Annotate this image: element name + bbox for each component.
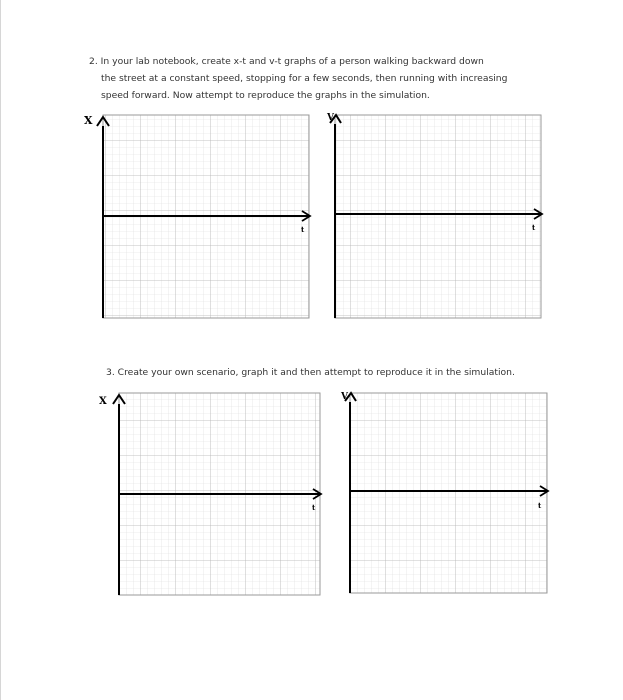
q3-position-graph <box>99 393 321 595</box>
q2-velocity-graph <box>326 113 542 318</box>
x-axis-label: t <box>312 503 316 512</box>
x-axis-label: t <box>301 225 305 234</box>
x-axis-label: t <box>538 501 542 510</box>
grid-area <box>335 115 541 318</box>
y-axis-label: X <box>84 114 93 127</box>
x-axis-label: t <box>532 223 536 232</box>
y-axis-label: X <box>99 396 107 407</box>
q2-position-graph <box>84 114 310 318</box>
q3-velocity-graph <box>340 392 548 593</box>
question-2-line-1: 2. In your lab notebook, create x-t and v-t graphs of a person walking backward down <box>89 56 484 67</box>
y-axis-label: V <box>341 392 348 402</box>
grid-area <box>350 393 547 593</box>
question-2-line-2: the street at a constant speed, stopping for a few seconds, then running with increasing <box>101 73 508 84</box>
question-3-line-1: 3. Create your own scenario, graph it and then attempt to reproduce it in the simulation. <box>106 367 515 378</box>
y-axis-label: V <box>327 113 334 123</box>
question-2-line-3: speed forward. Now attempt to reproduce the graphs in the simulation. <box>101 90 430 101</box>
